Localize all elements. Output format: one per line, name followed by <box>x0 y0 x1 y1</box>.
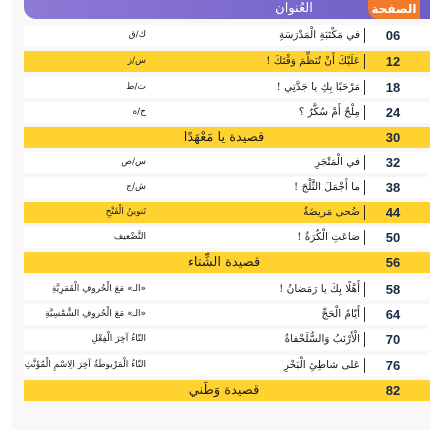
skill-label: التّاءُ الْمَرْبوطَةُ آخِرَ الِاسْمِ الْمُؤَنَّثِ <box>24 360 146 370</box>
column-divider <box>364 80 365 95</box>
page-number: 06 <box>385 28 401 43</box>
lesson-row <box>24 25 430 46</box>
lesson-row <box>24 102 430 123</box>
lesson-row <box>24 227 430 248</box>
skill-label: التّاءُ آخِرَ الْفِعْلِ <box>91 334 146 344</box>
lesson-row <box>24 202 430 223</box>
column-divider <box>364 180 365 195</box>
column-divider <box>364 358 365 373</box>
lesson-title: في الْمَتْجَرِ <box>314 156 360 168</box>
skill-label: س/ز <box>127 56 146 66</box>
poem-title: قصيدة وَطَني <box>188 383 260 398</box>
column-divider <box>364 155 365 170</box>
lesson-title: ما أَجْمَلَ الثَّلْجَ ! <box>293 181 360 193</box>
column-divider <box>364 28 365 43</box>
lesson-row <box>24 304 430 325</box>
table-header <box>24 0 430 19</box>
skill-label: «الـ» مَعَ الْحُروفِ الْقَمَرِيَّةِ <box>51 284 146 294</box>
lesson-title: في مَكْتَبَةِ الْمَدْرَسَةِ <box>278 29 360 41</box>
page-number: 70 <box>385 332 401 347</box>
lesson-row <box>24 279 430 300</box>
page-number: 56 <box>385 255 401 270</box>
skill-label: ت/ط <box>126 82 146 92</box>
poem-row <box>24 127 430 148</box>
lesson-row <box>24 177 430 198</box>
page-number: 12 <box>385 54 401 69</box>
skill-label: ش/ج <box>126 182 146 192</box>
lesson-row <box>24 51 430 72</box>
column-divider <box>364 332 365 347</box>
lesson-title: أَيّامُ الْحَجِّ <box>321 308 360 320</box>
page-number: 76 <box>385 358 401 373</box>
page-number: 30 <box>385 130 401 145</box>
lesson-title: عَلَيْكَ أَنْ تُنَظِّمَ وَقْتَكَ ! <box>266 55 360 67</box>
poem-title: قصيدة الشِّتاء <box>187 255 261 270</box>
lesson-row <box>24 77 430 98</box>
skill-label: التَّضْعيف <box>113 232 146 242</box>
page-number: 18 <box>385 80 401 95</box>
lesson-title: ضُحى مَريضَةٌ <box>303 206 360 218</box>
lesson-title: أَهْلًا بِكَ يا رَمَضانُ ! <box>279 283 360 295</box>
page-number: 82 <box>385 383 401 398</box>
lesson-title: عَلى شاطِئِ الْبَحْرِ <box>283 359 360 371</box>
header-page-badge: الصفحة <box>368 0 420 19</box>
poem-row <box>24 252 430 273</box>
page-number: 50 <box>385 230 401 245</box>
skill-label: ك/ق <box>128 30 146 40</box>
lesson-title: مَرْحَبًا بِكِ يا جَدَّتِي ! <box>276 81 360 93</box>
page-number: 32 <box>385 155 401 170</box>
column-divider <box>364 205 365 220</box>
lesson-title: الْأَرْنَبُ وَالسُّلَحْفاةُ <box>284 333 360 345</box>
column-divider <box>364 230 365 245</box>
poem-title: قصيدة يا مَعْهَدًا <box>183 130 265 145</box>
column-divider <box>364 105 365 120</box>
skill-label: ح/ه <box>132 107 146 117</box>
skill-label: «الـ» مَعَ الْحُروفِ الشَّمْسِيَّةِ <box>45 309 146 319</box>
header-title: العُنوان <box>275 1 313 16</box>
column-divider <box>364 282 365 297</box>
lesson-title: مِلْحٌ أَمْ سُكَّرٌ ؟ <box>298 106 360 118</box>
column-divider <box>364 54 365 69</box>
lesson-row <box>24 329 430 350</box>
lesson-title: ضاعَتِ الْكُرَةُ ! <box>297 231 360 243</box>
page-number: 44 <box>385 205 401 220</box>
skill-label: تَنوينُ الْفَتْحِ <box>105 207 146 217</box>
page-number: 58 <box>385 282 401 297</box>
page-number: 38 <box>385 180 401 195</box>
poem-row <box>24 380 430 401</box>
page-number: 24 <box>385 105 401 120</box>
page-number: 64 <box>385 307 401 322</box>
lesson-row <box>24 355 430 376</box>
column-divider <box>364 307 365 322</box>
skill-label: س/ص <box>121 157 146 167</box>
lesson-row <box>24 152 430 173</box>
